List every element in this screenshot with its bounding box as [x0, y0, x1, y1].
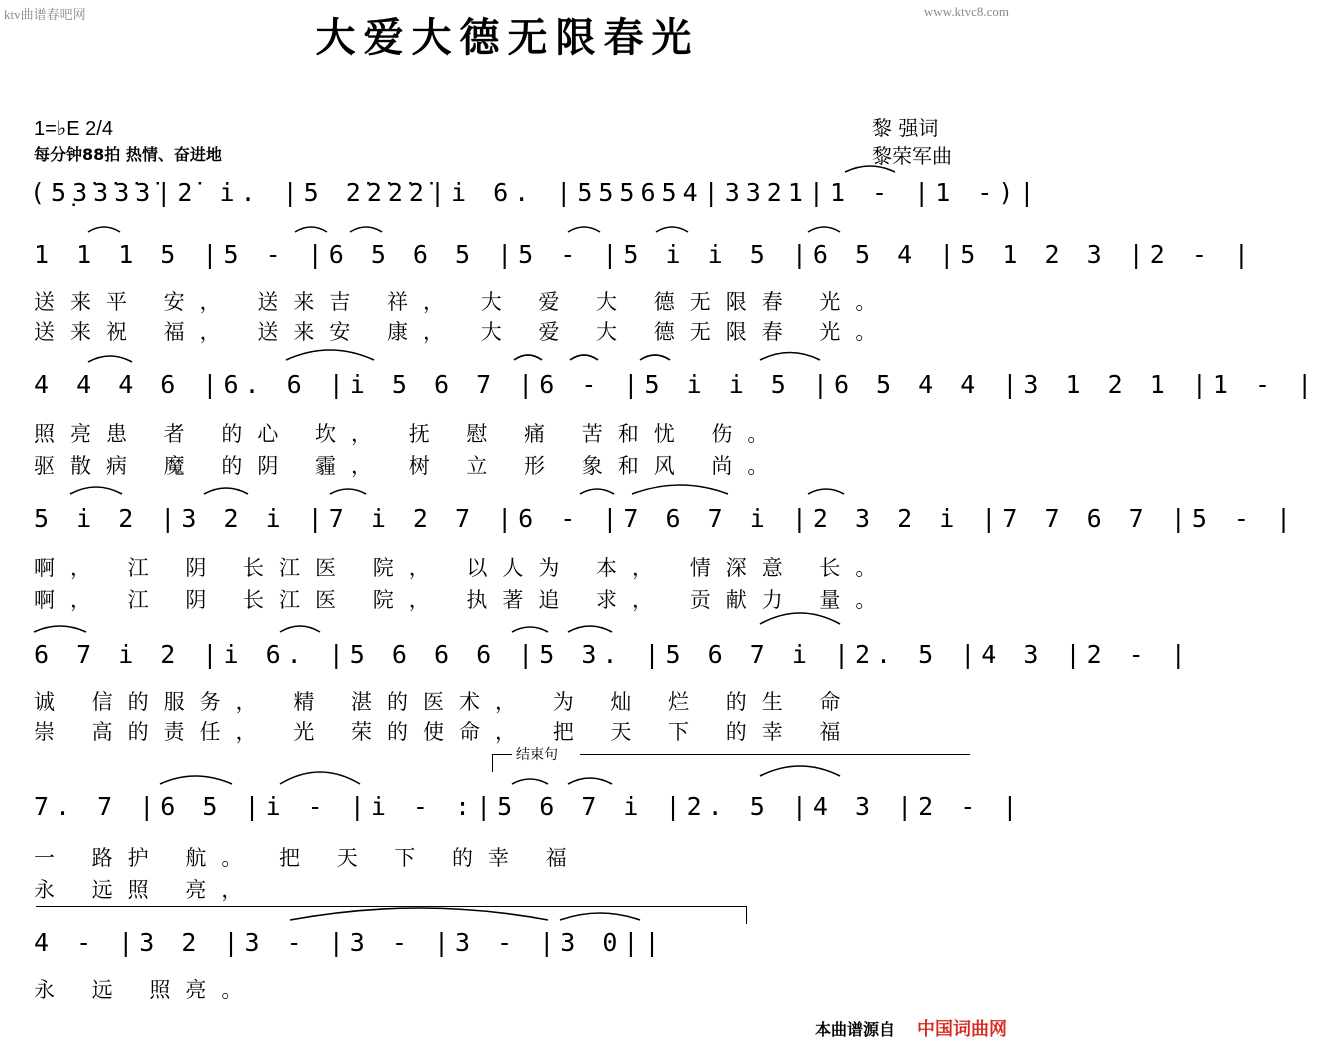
- score-row-5-lyric-2: 永 远照 亮，: [34, 878, 258, 902]
- tie-arc: [845, 166, 895, 172]
- tempo-marking: 每分钟88拍 热情、奋进地: [34, 145, 222, 164]
- slur-arc: [808, 489, 844, 494]
- ending-label: 结束句: [516, 747, 558, 763]
- score-row-4-lyric-1: 诚 信的服务， 精 湛的医术， 为 灿 烂 的生 命: [34, 690, 856, 714]
- score-row-6-lyric-1: 永 远 照亮。: [34, 978, 258, 1002]
- slur-arc: [760, 353, 820, 361]
- watermark-left: ktv曲谱春吧网: [4, 7, 86, 22]
- slur-arc: [280, 772, 360, 784]
- slur-arc: [568, 778, 612, 784]
- slur-arc: [808, 227, 840, 232]
- slur-arc: [512, 627, 548, 632]
- slur-arc: [656, 227, 688, 232]
- score-row-1-lyric-1: 送来平 安， 送来吉 祥， 大 爱 大 德无限春 光。: [34, 290, 892, 314]
- slur-arc: [568, 227, 600, 232]
- slur-arc: [160, 776, 232, 784]
- score-row-1-lyric-2: 送来祝 福， 送来安 康， 大 爱 大 德无限春 光。: [34, 320, 892, 344]
- slur-arc: [580, 489, 614, 494]
- slur-arc: [568, 626, 612, 632]
- tie-arc: [290, 908, 548, 920]
- score-row-4-notes: 6 7 i 2 |i 6. |5 6 6 6 |5 3. |5 6 7 i |2. 5 |4 3 |2 - |: [34, 640, 1192, 669]
- score-row-4-lyric-2: 崇 高的责任， 光 荣的使命， 把 天 下 的幸 福: [34, 720, 856, 744]
- slur-arc: [512, 779, 548, 784]
- watermark-right: www.ktvc8.com: [923, 4, 1009, 19]
- slur-arc: [70, 487, 122, 494]
- score-row-intro: (5̣3̇3̇3̇3̇|2̇ i. |5 2̇2̇2̇2̇|i 6. |555654|3321|1 - |1 -)|: [30, 178, 1041, 207]
- tie-arc: [560, 913, 640, 920]
- score-row-5-lyric-1: 一 路护 航。 把 天 下 的幸 福: [34, 846, 582, 870]
- score-row-3-lyric-2: 啊， 江 阴 长江医 院， 执著追 求， 贡献力 量。: [34, 588, 892, 612]
- score-row-5-notes: 7. 7 |6 5 |i - |i - :|5 6 7 i |2. 5 |4 3 |2 - |: [34, 792, 1024, 821]
- slur-arc: [760, 613, 840, 624]
- score-row-1-notes: 1 1 1 5 |5 - |6 5 6 5 |5 - |5 i i 5 |6 5 4 |5 1 2 3 |2 - |: [34, 240, 1255, 269]
- slur-arc: [295, 227, 327, 232]
- slur-arc: [640, 355, 670, 360]
- score-row-2-lyric-2: 驱散病 魔 的阴 霾， 树 立 形 象和风 尚。: [34, 454, 784, 478]
- song-title: 大爱大德无限春光: [315, 14, 700, 61]
- score-row-3-notes: 5 i 2 |3 2 i |7 i 2 7 |6 - |7 6 7 i |2 3 2 i |7 7 6 7 |5 - |: [34, 504, 1298, 533]
- slur-arc: [286, 350, 374, 360]
- score-row-2-notes: 4 4 4 6 |6. 6 |i 5 6 7 |6 - |5 i i 5 |6 5 4 4 |3 1 2 1 |1 - |: [34, 370, 1318, 399]
- slur-arc: [280, 626, 320, 632]
- slur-arc: [570, 355, 598, 360]
- score-row-2-lyric-1: 照亮患 者 的心 坎， 抚 慰 痛 苦和忧 伤。: [34, 422, 784, 446]
- score-row-6-notes: 4 - |3 2 |3 - |3 - |3 - |3 0||: [34, 928, 666, 957]
- composer-credit: 黎荣军曲: [872, 144, 952, 168]
- slur-arc: [204, 488, 248, 494]
- slur-arc: [760, 766, 840, 776]
- lyricist-credit: 黎 强词: [872, 116, 939, 140]
- footer-source-text: 本曲谱源自: [814, 1020, 895, 1039]
- footer-site-link[interactable]: 中国词曲网: [917, 1019, 1007, 1040]
- slur-arc: [632, 485, 728, 494]
- slur-arc: [350, 227, 382, 232]
- slur-arc: [88, 356, 132, 362]
- slur-arc: [88, 227, 120, 232]
- score-row-3-lyric-1: 啊， 江 阴 长江医 院， 以人为 本， 情深意 长。: [34, 556, 892, 580]
- key-signature: 1=♭E 2/4: [34, 118, 113, 140]
- slur-arc: [34, 626, 86, 632]
- slur-arc: [330, 489, 366, 494]
- slur-arc: [514, 355, 542, 360]
